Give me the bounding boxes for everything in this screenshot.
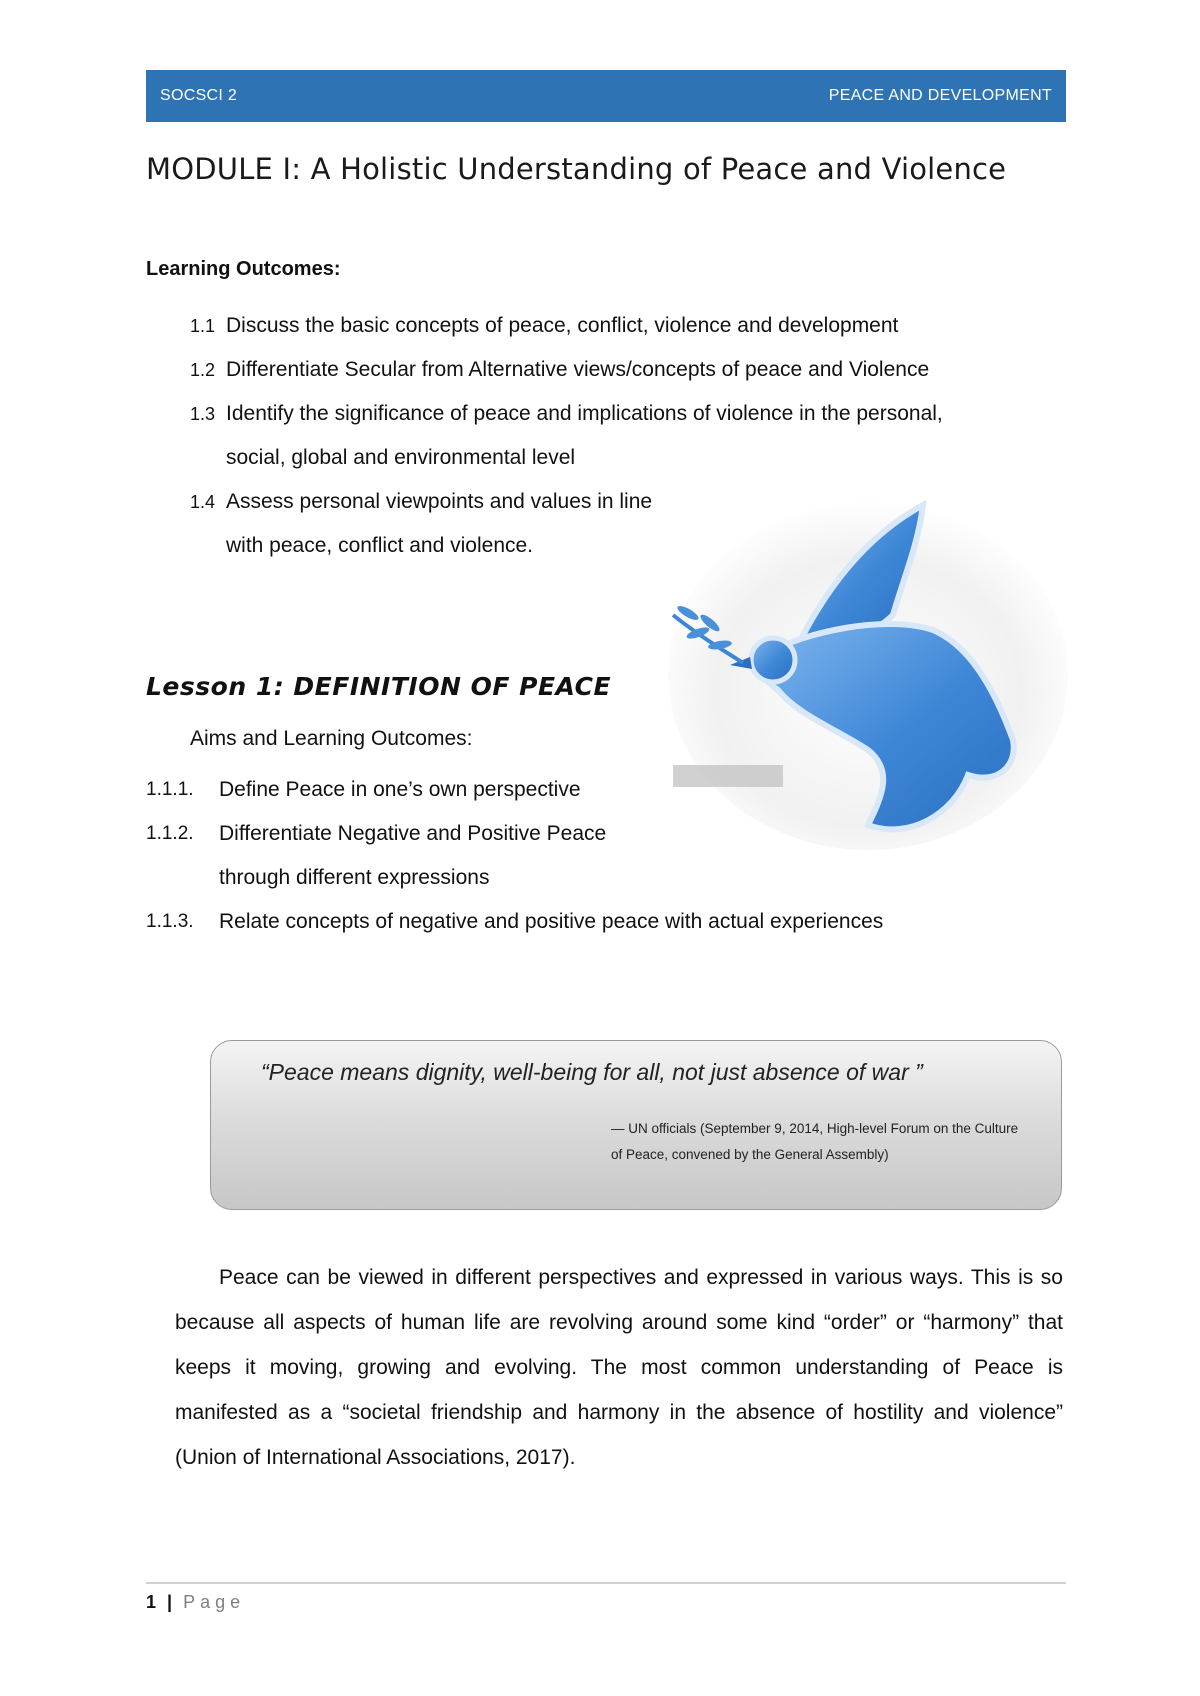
- course-code: SOCSCI 2: [160, 87, 238, 104]
- aim-number: 1.1.1.: [146, 779, 194, 800]
- aim-text: Define Peace in one’s own perspective: [219, 778, 581, 801]
- outcome-number: 1.3: [190, 404, 216, 424]
- quote-text: “Peace means dignity, well-being for all, not just absence of war ”: [261, 1059, 923, 1085]
- outcome-number: 1.4: [190, 492, 216, 512]
- learning-outcome-item: [190, 304, 1070, 348]
- page-label: Page: [183, 1592, 246, 1612]
- aims-list: [146, 768, 1086, 944]
- learning-outcome-item: [190, 348, 1070, 392]
- quote-box: [210, 1040, 1062, 1210]
- body-paragraph: Peace can be viewed in different perspectives and expressed in various ways. This is so because all aspects of human life are revolving around some kind “order” or “harmony” that keeps it moving, growing and evolving. The most common understanding of Peace is manifested as a “societal friendship and harmony in the absence of hostility and violence” (Union of International Associations, 2017).: [175, 1266, 1063, 1469]
- page-number: 1: [146, 1592, 157, 1612]
- outcome-text: Assess personal viewpoints and values in line with peace, conflict and violence.: [226, 490, 653, 557]
- outcome-text: Identify the significance of peace and implications of violence in the personal, social, global and environmental level: [226, 402, 943, 469]
- aim-number: 1.1.2.: [146, 823, 194, 844]
- lesson-title: Lesson 1: DEFINITION OF PEACE: [146, 672, 612, 701]
- course-title: PEACE AND DEVELOPMENT: [828, 87, 1052, 104]
- aim-text: Relate concepts of negative and positive peace with actual experiences: [219, 910, 884, 933]
- module-title: MODULE I: A Holistic Understanding of Peace and Violence: [146, 152, 1007, 186]
- aim-text: Differentiate Negative and Positive Peace through different expressions: [219, 822, 607, 889]
- learning-outcomes-heading: Learning Outcomes:: [146, 258, 341, 280]
- learning-outcome-item: [190, 480, 656, 568]
- outcome-text: Differentiate Secular from Alternative views/concepts of peace and Violence: [226, 358, 930, 381]
- learning-outcome-item: [190, 392, 986, 480]
- aims-heading: Aims and Learning Outcomes:: [190, 727, 473, 750]
- quote-attribution: — UN officials (September 9, 2014, High-level Forum on the Culture of Peace, convened by the General Assembly): [611, 1121, 1019, 1162]
- aim-item: [146, 812, 639, 900]
- aim-number: 1.1.3.: [146, 911, 194, 932]
- footer-divider: [146, 1582, 1066, 1584]
- outcome-number: 1.2: [190, 360, 216, 380]
- footer-separator: |: [167, 1592, 173, 1612]
- outcome-text: Discuss the basic concepts of peace, conflict, violence and development: [226, 314, 899, 337]
- page-footer: [146, 1592, 245, 1613]
- header-bar: [146, 70, 1066, 122]
- aim-item: [146, 900, 1086, 944]
- outcome-number: 1.1: [190, 316, 216, 336]
- aim-item: [146, 768, 1086, 812]
